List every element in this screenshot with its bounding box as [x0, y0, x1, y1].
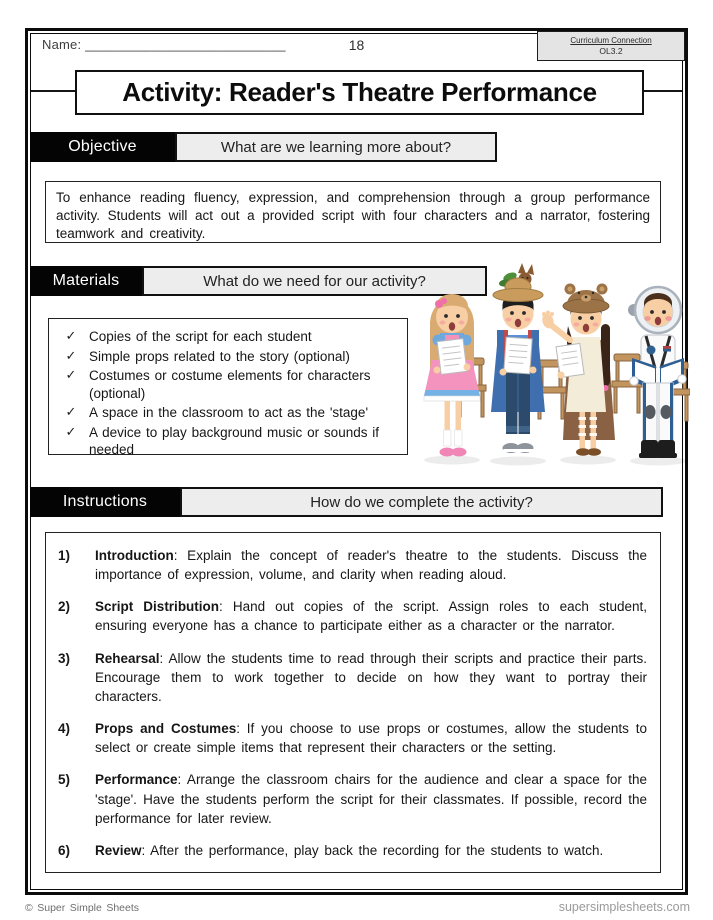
materials-item-text: A device to play background music or sounds if needed — [89, 424, 380, 458]
step-text: Script Distribution: Hand out copies of the script. Assign roles to each student, ensuring everyone has a chance to participate either as a character or the narrator. — [95, 599, 647, 634]
step-text: Introduction: Explain the concept of reader's theatre to the students. Discuss the importance of expression, volume, and clarity when reading aloud. — [95, 548, 647, 583]
instruction-step — [58, 649, 647, 706]
materials-item-text: Copies of the script for each student — [89, 329, 312, 344]
checkmark-icon: ✓ — [65, 404, 77, 420]
step-number: 6) — [58, 842, 71, 858]
materials-list-item — [53, 404, 399, 422]
boy-astronaut — [628, 287, 686, 458]
instructions-section-label: Instructions — [30, 487, 180, 517]
instruction-step — [58, 597, 647, 635]
materials-item-text: A space in the classroom to act as the 'stage' — [89, 405, 369, 421]
materials-list-item — [53, 424, 399, 459]
instruction-step — [58, 719, 647, 757]
instructions-list-box — [45, 532, 661, 873]
materials-list-item — [53, 348, 399, 366]
objective-section-label: Objective — [30, 132, 175, 162]
objective-text-box: To enhance reading fluency, expression, and comprehension through a group performance activity. Students will act out a provided script with four characters and a narrator, fostering teamwork and creativity. — [45, 181, 661, 243]
step-number: 1) — [58, 548, 71, 563]
instruction-step — [58, 841, 647, 860]
checkmark-icon: ✓ — [65, 347, 77, 363]
materials-section-label: Materials — [30, 266, 142, 296]
materials-item-text: Costumes or costume elements for characters (optional) — [89, 368, 371, 401]
instruction-step — [58, 546, 647, 584]
step-text: Performance: Arrange the classroom chairs for the audience and clear a space for the 'stage'. Have the students perform the script for their classmates. If possible, record the performance for later review. — [95, 772, 647, 826]
boy-straw-hat-cape — [491, 263, 545, 453]
website-url: supersimplesheets.com — [558, 900, 690, 914]
instructions-section-question: How do we complete the activity? — [180, 487, 663, 517]
girl-bear-hat-cape — [540, 284, 615, 456]
materials-list-item — [53, 367, 399, 402]
step-text: Review: After the performance, play back the recording for the students to watch. — [95, 842, 604, 858]
step-number: 4) — [58, 721, 71, 737]
objective-section-question: What are we learning more about? — [175, 132, 497, 162]
step-number: 2) — [58, 599, 71, 615]
illustration-children-costumes — [418, 260, 690, 472]
step-number: 3) — [58, 650, 71, 666]
step-number: 5) — [58, 772, 71, 788]
page-number: 18 — [348, 37, 365, 53]
checkmark-icon: ✓ — [65, 328, 77, 343]
girl-pink-dress — [424, 294, 480, 457]
curriculum-connection-badge — [537, 31, 685, 61]
curriculum-connection-code: OL3.2 — [599, 45, 623, 56]
materials-section-question: What do we need for our activity? — [142, 266, 487, 296]
step-text: Rehearsal: Allow the students time to read through their scripts and practice their parts. Encourage them to work together to decide on how they want to portray their characters. — [95, 650, 647, 704]
materials-item-text: Simple props related to the story (optional) — [89, 348, 350, 364]
materials-list-item — [53, 328, 399, 346]
name-label: Name: — [42, 37, 82, 52]
instruction-step — [58, 770, 647, 827]
checkmark-icon: ✓ — [65, 423, 77, 439]
name-blank-line: ___________________________ — [85, 37, 286, 52]
page-title: Activity: Reader's Theatre Performance — [75, 70, 644, 115]
copyright-text: © Super Simple Sheets — [25, 902, 140, 914]
materials-list-box — [48, 318, 408, 458]
curriculum-connection-title: Curriculum Connection — [570, 35, 652, 45]
checkmark-icon: ✓ — [65, 367, 77, 383]
step-text: Props and Costumes: If you choose to use props or costumes, allow the students to select or create simple items that represent their characters or the setting. — [95, 721, 647, 756]
